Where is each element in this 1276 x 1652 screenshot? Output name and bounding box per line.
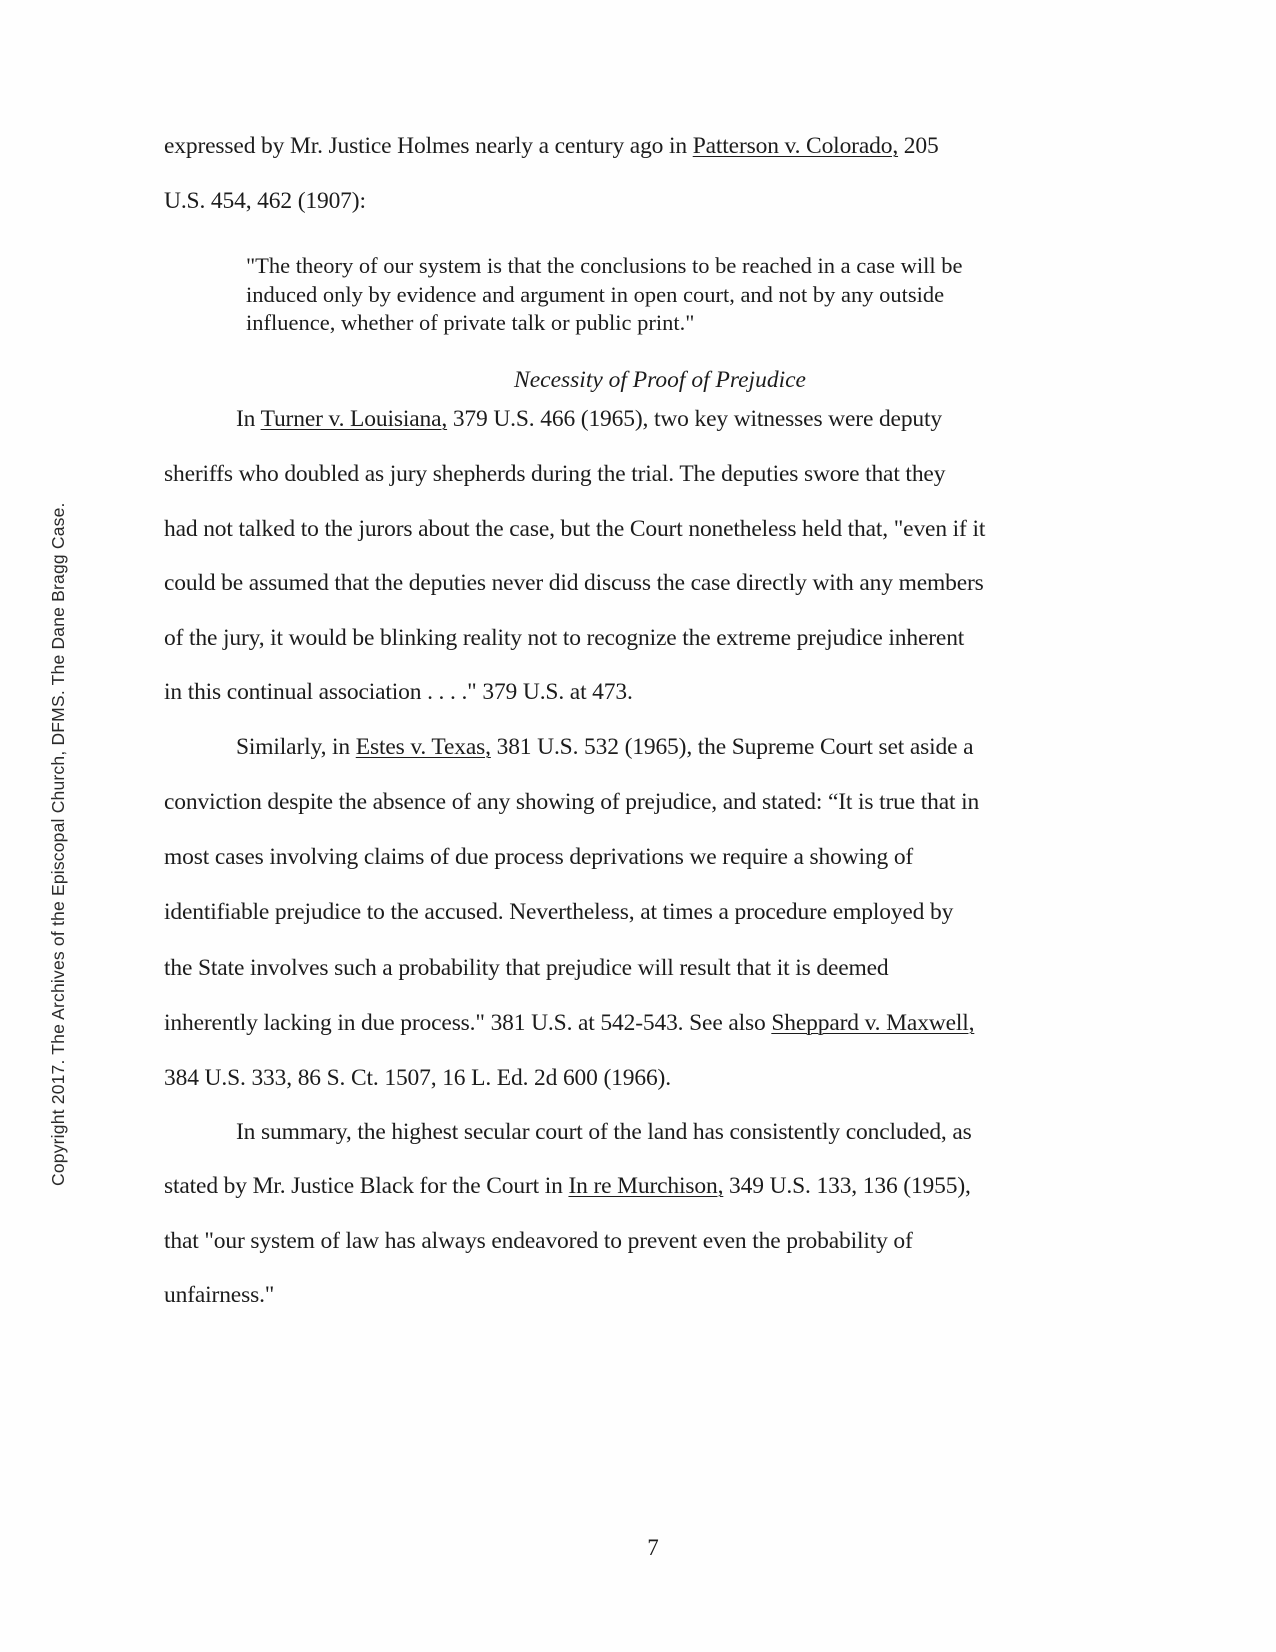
text-run: 381 U.S. 532 (1965), the Supreme Court set aside a	[490, 734, 974, 760]
quote-line: "The theory of our system is that the conclusions to be reached in a case will be	[246, 253, 963, 278]
text-run: 205	[898, 133, 939, 159]
body-line: of the jury, it would be blinking reality not to recognize the extreme prejudice inherent	[164, 625, 965, 651]
body-line: U.S. 454, 462 (1907):	[164, 188, 366, 214]
page-number: 7	[647, 1535, 659, 1560]
text-run: Similarly, in	[236, 734, 356, 760]
block-quote	[246, 252, 1086, 338]
body-line	[236, 404, 942, 434]
case-citation: In re Murchison,	[568, 1173, 724, 1199]
quote-line: induced only by evidence and argument in open court, and not by any outside	[246, 281, 945, 307]
text-run: inherently lacking in due process." 381 U.S. at 542-543. See also	[164, 1010, 772, 1036]
text-run: In	[236, 406, 261, 432]
text-run: 379 U.S. 466 (1965), two key witnesses were deputy	[447, 406, 943, 432]
body-line: In summary, the highest secular court of the land has consistently concluded, as	[236, 1119, 972, 1145]
text-run: expressed by Mr. Justice Holmes nearly a century ago in	[164, 133, 693, 159]
case-citation: Turner v. Louisiana,	[260, 406, 448, 432]
case-citation: Sheppard v. Maxwell,	[771, 1010, 975, 1036]
text-run: stated by Mr. Justice Black for the Court in	[164, 1173, 569, 1199]
body-line: 384 U.S. 333, 86 S. Ct. 1507, 16 L. Ed. 2d 600 (1966).	[164, 1065, 671, 1091]
case-citation: Patterson v. Colorado,	[692, 133, 899, 159]
body-line: sheriffs who doubled as jury shepherds during the trial. The deputies swore that they	[164, 461, 946, 487]
body-line: the State involves such a probability that prejudice will result that it is deemed	[164, 955, 889, 981]
text-run: 349 U.S. 133, 136 (1955),	[723, 1173, 971, 1199]
body-line: unfairness."	[164, 1282, 275, 1308]
body-line: most cases involving claims of due process deprivations we require a showing of	[164, 844, 914, 870]
body-line	[164, 131, 939, 161]
body-line	[164, 1171, 971, 1201]
body-line: in this continual association . . . ." 379 U.S. at 473.	[164, 679, 633, 705]
body-line: had not talked to the jurors about the case, but the Court nonetheless held that, "even if it	[164, 516, 986, 542]
section-heading: Necessity of Proof of Prejudice	[514, 367, 806, 393]
body-line: conviction despite the absence of any showing of prejudice, and stated: “It is true that in	[164, 789, 980, 815]
body-line: identifiable prejudice to the accused. Nevertheless, at times a procedure employed by	[164, 899, 954, 925]
body-line	[236, 732, 973, 762]
case-citation: Estes v. Texas,	[355, 734, 491, 760]
body-line	[164, 1008, 974, 1038]
copyright-watermark: Copyright 2017. The Archives of the Episcopal Church, DFMS. The Dane Bragg Case.	[48, 502, 68, 1186]
body-line: that "our system of law has always endeavored to prevent even the probability of	[164, 1228, 913, 1254]
quote-line: influence, whether of private talk or public print."	[246, 310, 695, 335]
body-line: could be assumed that the deputies never did discuss the case directly with any members	[164, 570, 984, 596]
